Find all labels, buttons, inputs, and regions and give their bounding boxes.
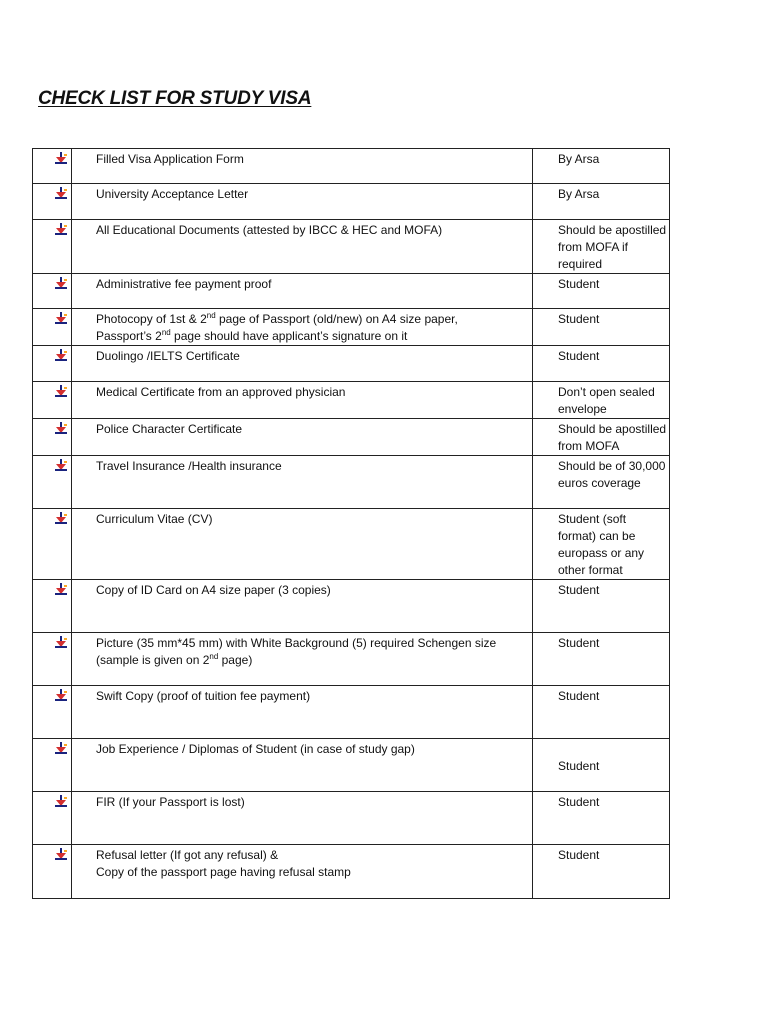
responsibility-text: Should be apostilled from MOFA if required (558, 223, 667, 271)
bullet-cell (33, 686, 72, 739)
table-row (33, 220, 670, 274)
document-text: Travel Insurance /Health insurance (96, 459, 282, 473)
responsibility-text: Don’t open sealed envelope (558, 385, 655, 416)
bullet-cell (33, 274, 72, 309)
responsibility-text: Student (558, 848, 600, 862)
arrow-bullet-icon (55, 583, 67, 595)
responsibility-text: Student (558, 349, 600, 363)
arrow-bullet-icon (55, 636, 67, 648)
bullet-cell (33, 739, 72, 792)
bullet-cell (33, 792, 72, 845)
table-row (33, 580, 670, 633)
table-row (33, 739, 670, 792)
document-cell (72, 845, 533, 899)
responsibility-cell (533, 149, 670, 184)
document-text-part: Photocopy of 1st & 2 (96, 312, 207, 326)
document-text: Filled Visa Application Form (96, 152, 244, 166)
table-row (33, 346, 670, 382)
responsibility-cell (533, 346, 670, 382)
arrow-bullet-icon (55, 689, 67, 701)
arrow-bullet-icon (55, 459, 67, 471)
responsibility-cell (533, 509, 670, 580)
arrow-bullet-icon (55, 795, 67, 807)
bullet-cell (33, 419, 72, 456)
arrow-bullet-icon (55, 422, 67, 434)
arrow-bullet-icon (55, 187, 67, 199)
document-text-part: page should have applicant’s signature on it (170, 329, 408, 343)
document-text: Curriculum Vitae (CV) (96, 512, 213, 526)
document-text-part: Passport’s 2 (96, 329, 162, 343)
document-cell (72, 382, 533, 419)
arrow-bullet-icon (55, 848, 67, 860)
table-row (33, 419, 670, 456)
ordinal-suffix: nd (209, 652, 219, 661)
responsibility-cell (533, 580, 670, 633)
responsibility-text: Should be apostilled from MOFA (558, 422, 667, 453)
table-row (33, 309, 670, 346)
bullet-cell (33, 149, 72, 184)
responsibility-cell (533, 845, 670, 899)
responsibility-cell (533, 419, 670, 456)
document-cell (72, 419, 533, 456)
responsibility-cell (533, 633, 670, 686)
document-cell (72, 456, 533, 509)
document-text: FIR (If your Passport is lost) (96, 795, 245, 809)
table-row (33, 509, 670, 580)
bullet-cell (33, 456, 72, 509)
page-title: CHECK LIST FOR STUDY VISA (38, 88, 312, 109)
ordinal-suffix: nd (161, 328, 171, 337)
document-text: Refusal letter (If got any refusal) & Copy of the passport page having refusal stamp (96, 848, 351, 879)
responsibility-cell (533, 382, 670, 419)
responsibility-cell (533, 220, 670, 274)
arrow-bullet-icon (55, 512, 67, 524)
document-text: Job Experience / Diplomas of Student (in case of study gap) (96, 742, 415, 756)
bullet-cell (33, 309, 72, 346)
document-cell (72, 149, 533, 184)
document-cell (72, 739, 533, 792)
responsibility-cell (533, 274, 670, 309)
responsibility-text: By Arsa (558, 152, 600, 166)
document-cell (72, 309, 533, 346)
document-text (96, 311, 528, 345)
responsibility-text: Student (558, 759, 600, 773)
arrow-bullet-icon (55, 349, 67, 361)
document-cell (72, 346, 533, 382)
document-text (96, 635, 528, 669)
document-text: Duolingo /IELTS Certificate (96, 349, 240, 363)
responsibility-cell (533, 739, 670, 792)
responsibility-text: Student (558, 277, 600, 291)
bullet-cell (33, 382, 72, 419)
arrow-bullet-icon (55, 385, 67, 397)
document-text-part: page) (218, 653, 253, 667)
table-row (33, 184, 670, 220)
document-cell (72, 686, 533, 739)
document-text: University Acceptance Letter (96, 187, 249, 201)
table-row (33, 456, 670, 509)
responsibility-text: Student (558, 583, 600, 597)
checklist-table (32, 148, 670, 899)
bullet-cell (33, 346, 72, 382)
arrow-bullet-icon (55, 223, 67, 235)
responsibility-text: Student (558, 689, 600, 703)
responsibility-text: Student (558, 312, 600, 326)
arrow-bullet-icon (55, 277, 67, 289)
bullet-cell (33, 580, 72, 633)
arrow-bullet-icon (55, 742, 67, 754)
document-cell (72, 509, 533, 580)
table-row (33, 149, 670, 184)
document-cell (72, 220, 533, 274)
responsibility-cell (533, 309, 670, 346)
table-row (33, 686, 670, 739)
table-row (33, 633, 670, 686)
table-row (33, 845, 670, 899)
table-row (33, 792, 670, 845)
table-row (33, 274, 670, 309)
responsibility-cell (533, 686, 670, 739)
responsibility-text: Student (558, 636, 600, 650)
document-cell (72, 184, 533, 220)
document-text: All Educational Documents (attested by IBCC & HEC and MOFA) (96, 223, 443, 237)
document-text-part: Picture (35 mm*45 mm) with White Background (5) required Schengen size (sample is given on 2 (96, 636, 497, 667)
arrow-bullet-icon (55, 152, 67, 164)
document-text: Police Character Certificate (96, 422, 243, 436)
responsibility-text: Student (soft format) can be europass or any other format (558, 512, 645, 577)
document-cell (72, 633, 533, 686)
bullet-cell (33, 220, 72, 274)
arrow-bullet-icon (55, 312, 67, 324)
bullet-cell (33, 509, 72, 580)
responsibility-text: Student (558, 795, 600, 809)
responsibility-cell (533, 184, 670, 220)
responsibility-cell (533, 792, 670, 845)
document-cell (72, 274, 533, 309)
document-text: Administrative fee payment proof (96, 277, 272, 291)
responsibility-text: Should be of 30,000 euros coverage (558, 459, 666, 490)
responsibility-cell (533, 456, 670, 509)
document-text-part: page of Passport (old/new) on A4 size paper, (215, 312, 458, 326)
bullet-cell (33, 184, 72, 220)
document-cell (72, 580, 533, 633)
responsibility-text: By Arsa (558, 187, 600, 201)
document-text: Swift Copy (proof of tuition fee payment) (96, 689, 311, 703)
document-text: Medical Certificate from an approved physician (96, 385, 346, 399)
ordinal-suffix: nd (206, 311, 216, 320)
bullet-cell (33, 633, 72, 686)
table-row (33, 382, 670, 419)
document-text: Copy of ID Card on A4 size paper (3 copies) (96, 583, 331, 597)
document-cell (72, 792, 533, 845)
bullet-cell (33, 845, 72, 899)
